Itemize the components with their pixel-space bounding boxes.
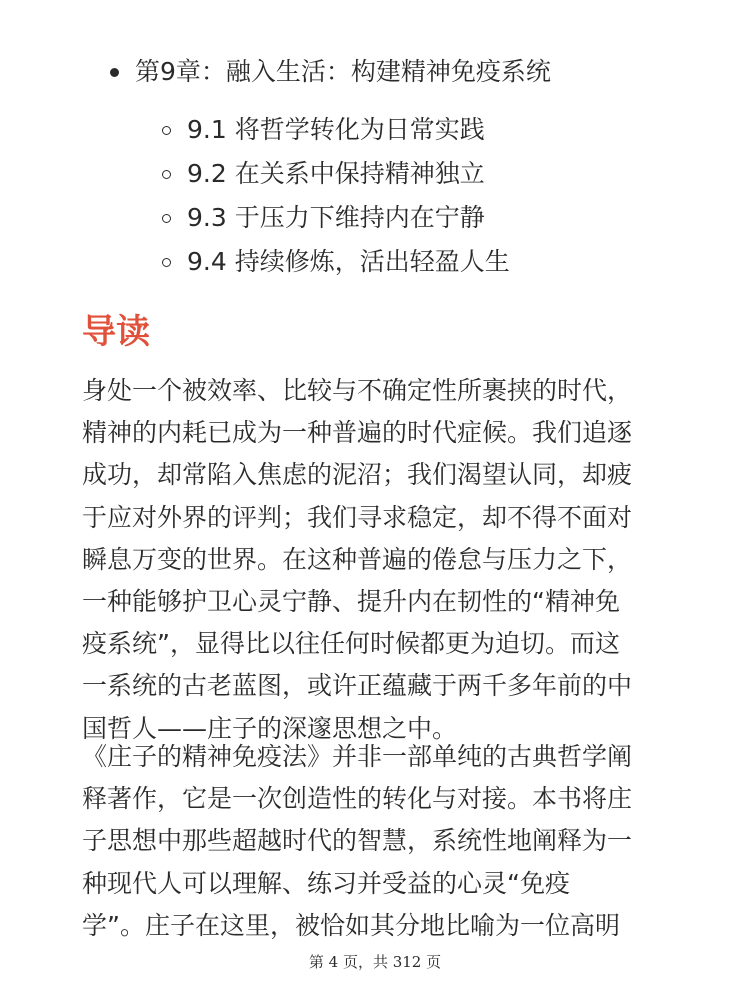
text-line: 种现代人可以理解、练习并受益的心灵“免疫 [82,868,570,898]
section-list-item [162,152,510,196]
text-line: 一种能够护卫心灵宁静、提升内在韧性的“精神免 [82,587,620,617]
text-line: 疫系统”，显得比以往任何时候都更为迫切。而这 [82,629,620,659]
text-line: 瞬息万变的世界。在这种普遍的倦怠与压力之下， [82,544,633,574]
text-line: 子思想中那些超越时代的智慧，系统性地阐释为一 [82,826,633,856]
intro-paragraph-2 [82,736,672,947]
section-title: 9.3 于压力下维持内在宁静 [187,203,485,232]
section-heading: 导读 [82,312,150,352]
section-title: 9.1 将哲学转化为日常实践 [187,115,485,144]
section-list-item [162,240,510,284]
section-title: 9.2 在关系中保持精神独立 [187,159,485,188]
section-list-item [162,108,510,152]
text-line: 身处一个被效率、比较与不确定性所裹挟的时代， [82,376,633,405]
bullet-circle-icon [162,214,171,223]
text-line: 《庄子的精神免疫法》并非一部单纯的古典哲学阐 [82,742,633,771]
intro-paragraph-1 [82,370,672,750]
chapter-title: 第9章：融入生活：构建精神免疫系统 [135,57,551,86]
text-line: 成功，却常陷入焦虑的泥沼；我们渴望认同，却疲 [82,460,633,490]
text-line: 一系统的古老蓝图，或许正蕴藏于两千多年前的中 [82,671,633,701]
section-list [162,108,510,284]
text-line: 于应对外界的评判；我们寻求稳定，却不得不面对 [82,502,633,532]
bullet-disc-icon [110,68,119,77]
bullet-circle-icon [162,126,171,135]
bullet-circle-icon [162,258,171,267]
text-line: 学”。庄子在这里，被恰如其分地比喻为一位高明 [82,910,620,940]
section-list-item [162,196,510,240]
chapter-list-item [110,52,551,92]
bullet-circle-icon [162,170,171,179]
page-footer: 第 4 页，共 312 页 [308,953,442,971]
section-title: 9.4 持续修炼，活出轻盈人生 [187,247,510,276]
text-line: 国哲人——庄子的深邃思想之中。 [82,713,458,743]
text-line: 精神的内耗已成为一种普遍的时代症候。我们追逐 [82,418,633,448]
text-line: 释著作，它是一次创造性的转化与对接。本书将庄 [82,784,633,814]
